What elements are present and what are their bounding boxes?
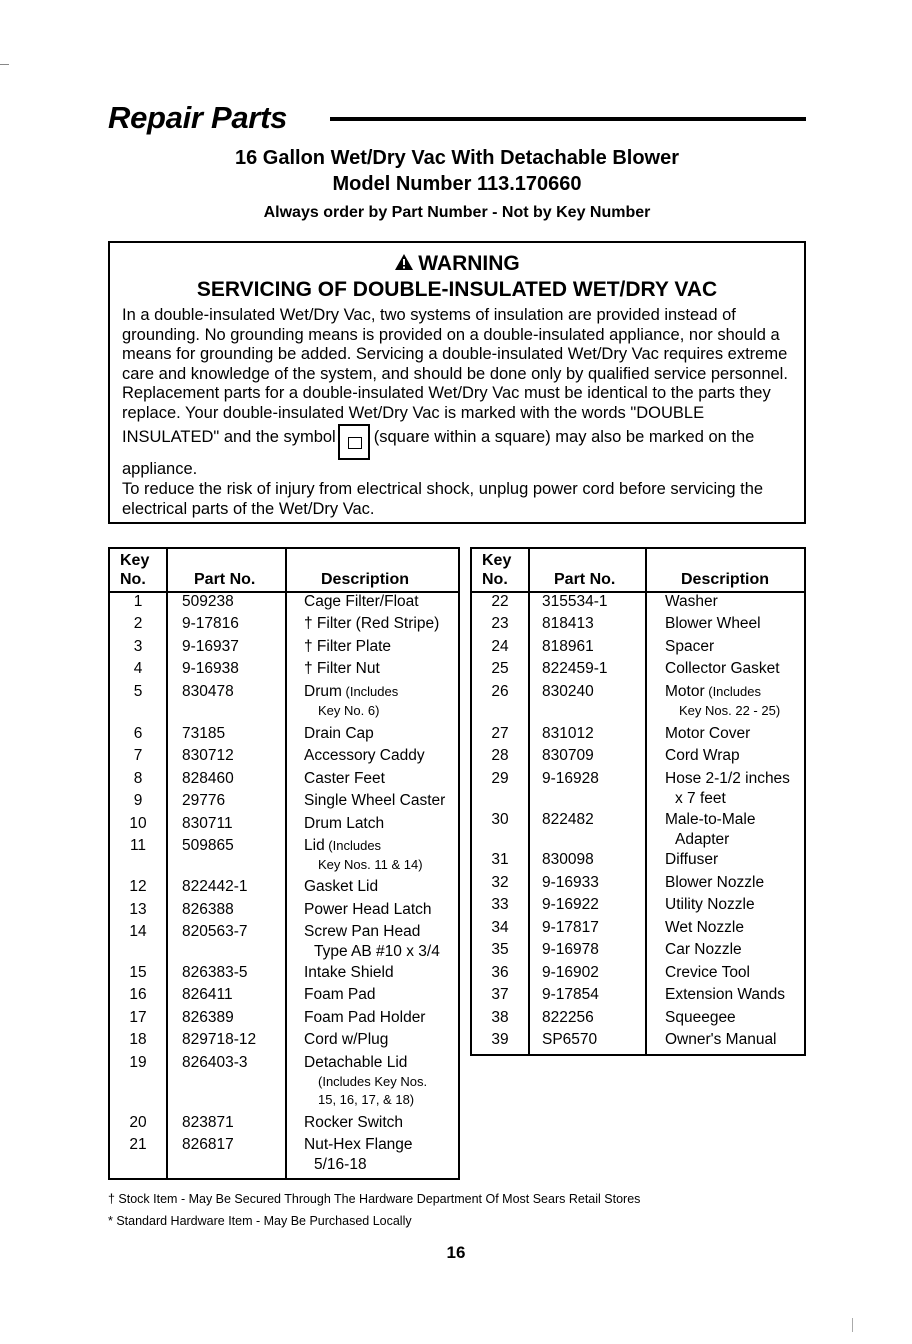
part-number: 822482 bbox=[542, 811, 594, 828]
warning-heading bbox=[110, 252, 804, 276]
part-description bbox=[665, 809, 755, 849]
part-number: 830709 bbox=[542, 747, 594, 764]
description-text: Cord w/Plug bbox=[304, 1031, 389, 1048]
part-description bbox=[665, 962, 750, 983]
col-header-key-line1: Key bbox=[120, 552, 150, 569]
warning-paragraph bbox=[122, 306, 802, 479]
part-number: 509865 bbox=[182, 837, 234, 854]
part-description bbox=[304, 681, 398, 720]
part-number: 9-17817 bbox=[542, 919, 599, 936]
key-number: 33 bbox=[491, 896, 509, 913]
part-number: 9-16978 bbox=[542, 941, 599, 958]
key-number: 14 bbox=[129, 923, 147, 940]
page-header bbox=[108, 100, 806, 140]
warning-box bbox=[108, 241, 806, 524]
description-text: Diffuser bbox=[665, 851, 719, 868]
parts-table-right bbox=[470, 547, 806, 1056]
part-number: 826403-3 bbox=[182, 1054, 248, 1071]
part-number: 831012 bbox=[542, 725, 594, 742]
warning-text: (square within a square) may also be marked on the appliance. bbox=[122, 427, 755, 478]
col-header-description: Description bbox=[321, 571, 410, 588]
parts-table-left bbox=[108, 547, 460, 1180]
col-header-part-no: Part No. bbox=[554, 571, 616, 588]
key-number: 10 bbox=[129, 815, 147, 832]
part-number: 73185 bbox=[182, 725, 226, 742]
description-text: Caster Feet bbox=[304, 770, 385, 787]
part-number: 9-16928 bbox=[542, 770, 599, 787]
column-divider bbox=[645, 549, 647, 1054]
part-number: 830478 bbox=[182, 683, 234, 700]
key-number: 7 bbox=[133, 747, 143, 764]
description-note: Key No. 6) bbox=[318, 703, 380, 718]
description-note: (Includes bbox=[324, 838, 382, 853]
part-description bbox=[304, 962, 394, 983]
description-text-cont: 5/16-18 bbox=[314, 1156, 367, 1173]
part-number: 826388 bbox=[182, 901, 234, 918]
part-description bbox=[304, 1134, 413, 1174]
description-text: Intake Shield bbox=[304, 964, 394, 981]
col-header-key bbox=[120, 551, 149, 589]
description-text: Wet Nozzle bbox=[665, 919, 744, 936]
part-number: 826383-5 bbox=[182, 964, 248, 981]
part-description bbox=[304, 1052, 427, 1109]
description-text: Blower Nozzle bbox=[665, 874, 765, 891]
warning-body bbox=[122, 306, 802, 519]
part-number: 9-17854 bbox=[542, 986, 599, 1003]
warning-subheading: SERVICING OF DOUBLE-INSULATED WET/DRY VAC bbox=[196, 278, 718, 301]
description-text: Collector Gasket bbox=[665, 660, 780, 677]
col-header-part-no: Part No. bbox=[194, 571, 256, 588]
footnote-asterisk: * Standard Hardware Item - May Be Purchased Locally bbox=[108, 1214, 412, 1228]
part-description bbox=[304, 1112, 403, 1133]
key-number: 12 bbox=[129, 878, 147, 895]
footnotes bbox=[108, 1188, 640, 1232]
key-number: 4 bbox=[133, 660, 143, 677]
key-number: 21 bbox=[129, 1136, 147, 1153]
part-number: 829718-12 bbox=[182, 1031, 257, 1048]
part-description bbox=[665, 894, 755, 915]
description-note: Key Nos. 22 - 25) bbox=[679, 703, 781, 718]
warning-text: In a double-insulated Wet/Dry Vac, two systems of insulation are provided instead of grounding. No grounding means is provided on a double-insulated appliance, nor should a means for grounding be added. Servicing a double-insulated Wet/Dry Vac requires extreme care and knowledge of the system, and should be done only by qualified service personnel. Replacement parts for a double-insulated Wet/Dry Vac must be identical to the parts they replace. Your double-insulated Wet/Dry Vac is marked with the words "DOUBLE INSULATED" and the symbol bbox=[122, 306, 788, 446]
key-number: 15 bbox=[129, 964, 147, 981]
key-number: 30 bbox=[491, 811, 509, 828]
col-header-key-line2: No. bbox=[120, 571, 146, 588]
key-number: 32 bbox=[491, 874, 509, 891]
description-text: Cage Filter/Float bbox=[304, 593, 419, 610]
description-note: (Includes Key Nos. bbox=[318, 1074, 428, 1089]
description-text: Extension Wands bbox=[665, 986, 786, 1003]
col-header-key-line1: Key bbox=[482, 552, 512, 569]
column-divider bbox=[528, 549, 530, 1054]
part-number: 820563-7 bbox=[182, 923, 248, 940]
description-text: † Filter Plate bbox=[304, 638, 392, 655]
part-number: 9-16938 bbox=[182, 660, 239, 677]
part-description bbox=[304, 790, 445, 811]
part-description bbox=[304, 658, 380, 679]
part-number: 822442-1 bbox=[182, 878, 248, 895]
part-description bbox=[304, 723, 374, 744]
key-number: 20 bbox=[129, 1114, 147, 1131]
part-number: 29776 bbox=[182, 792, 226, 809]
ordering-instruction: Always order by Part Number - Not by Key Number bbox=[263, 204, 651, 221]
description-text: Drain Cap bbox=[304, 725, 374, 742]
description-text: Screw Pan Head bbox=[304, 923, 421, 940]
key-number: 18 bbox=[129, 1031, 147, 1048]
key-number: 38 bbox=[491, 1009, 509, 1026]
description-text: Male-to-Male bbox=[665, 811, 756, 828]
key-number: 36 bbox=[491, 964, 509, 981]
key-number: 26 bbox=[491, 683, 509, 700]
description-text: Crevice Tool bbox=[665, 964, 751, 981]
key-number: 17 bbox=[129, 1009, 147, 1026]
part-description bbox=[665, 613, 761, 634]
key-number: 24 bbox=[491, 638, 509, 655]
part-description bbox=[665, 849, 718, 870]
title-rule bbox=[330, 117, 806, 121]
part-number: 818413 bbox=[542, 615, 594, 632]
warning-paragraph: To reduce the risk of injury from electrical shock, unplug power cord before servicing the electrical parts of the Wet/Dry Vac. bbox=[122, 480, 764, 518]
column-divider bbox=[166, 549, 168, 1178]
description-text: Rocker Switch bbox=[304, 1114, 404, 1131]
part-number: 822256 bbox=[542, 1009, 594, 1026]
key-number: 35 bbox=[491, 941, 509, 958]
description-text-cont: Type AB #10 x 3/4 bbox=[314, 943, 440, 960]
part-description bbox=[304, 835, 423, 874]
description-text-cont: x 7 feet bbox=[675, 790, 726, 807]
description-text: Squeegee bbox=[665, 1009, 736, 1026]
part-description bbox=[304, 636, 391, 657]
description-text: Power Head Latch bbox=[304, 901, 432, 918]
page-number: 16 bbox=[446, 1243, 466, 1262]
key-number: 9 bbox=[133, 792, 143, 809]
key-number: 1 bbox=[133, 593, 143, 610]
description-text: † Filter Nut bbox=[304, 660, 380, 677]
key-number: 2 bbox=[133, 615, 143, 632]
part-number: 830712 bbox=[182, 747, 234, 764]
part-number: 823871 bbox=[182, 1114, 234, 1131]
description-text: Foam Pad Holder bbox=[304, 1009, 426, 1026]
description-text: Hose 2-1/2 inches bbox=[665, 770, 790, 787]
column-divider bbox=[285, 549, 287, 1178]
key-number: 31 bbox=[491, 851, 509, 868]
description-text: Drum bbox=[304, 683, 342, 700]
part-number: 826411 bbox=[182, 986, 233, 1003]
part-description bbox=[304, 1007, 425, 1028]
key-number: 23 bbox=[491, 615, 509, 632]
col-header-key bbox=[482, 551, 511, 589]
description-text: Motor bbox=[665, 683, 705, 700]
description-text: Motor Cover bbox=[665, 725, 751, 742]
part-description bbox=[665, 768, 790, 808]
key-number: 29 bbox=[491, 770, 509, 787]
scan-edge-mark bbox=[852, 1318, 853, 1332]
description-text: Spacer bbox=[665, 638, 715, 655]
part-description bbox=[304, 921, 440, 961]
description-text: Foam Pad bbox=[304, 986, 376, 1003]
part-number: 9-17816 bbox=[182, 615, 239, 632]
description-note: (Includes bbox=[704, 684, 761, 699]
description-text: Gasket Lid bbox=[304, 878, 379, 895]
description-text: Single Wheel Caster bbox=[304, 792, 446, 809]
part-number: 9-16902 bbox=[542, 964, 599, 981]
part-description bbox=[665, 1029, 777, 1050]
part-description bbox=[304, 1029, 388, 1050]
description-text: Nut-Hex Flange bbox=[304, 1136, 413, 1153]
part-description bbox=[665, 745, 740, 766]
description-text: Cord Wrap bbox=[665, 747, 740, 764]
part-number: 828460 bbox=[182, 770, 234, 787]
part-number: 9-16933 bbox=[542, 874, 599, 891]
part-number: 9-16937 bbox=[182, 638, 239, 655]
description-text: Washer bbox=[665, 593, 718, 610]
page-title: Repair Parts bbox=[108, 100, 288, 135]
part-number: SP6570 bbox=[542, 1031, 598, 1048]
part-description bbox=[304, 768, 385, 789]
description-text-cont: Adapter bbox=[675, 831, 730, 848]
part-description bbox=[665, 723, 750, 744]
scan-edge-mark bbox=[0, 64, 9, 65]
part-number: 315534-1 bbox=[542, 593, 608, 610]
model-number: Model Number 113.170660 bbox=[332, 173, 582, 195]
col-header-description: Description bbox=[681, 571, 770, 588]
part-description bbox=[304, 813, 384, 834]
part-description bbox=[665, 1007, 736, 1028]
part-description bbox=[304, 876, 378, 897]
warning-triangle-icon bbox=[394, 253, 414, 271]
part-description bbox=[304, 745, 425, 766]
part-number: 822459-1 bbox=[542, 660, 608, 677]
part-description bbox=[304, 591, 419, 612]
part-number: 826817 bbox=[182, 1136, 234, 1153]
product-subtitle: 16 Gallon Wet/Dry Vac With Detachable Blower bbox=[234, 147, 680, 169]
description-note: 15, 16, 17, & 18) bbox=[318, 1092, 415, 1107]
col-header-key-line2: No. bbox=[482, 571, 508, 588]
part-description bbox=[665, 636, 714, 657]
description-text: Utility Nozzle bbox=[665, 896, 755, 913]
key-number: 39 bbox=[491, 1031, 509, 1048]
description-note: (Includes bbox=[341, 684, 399, 699]
key-number: 27 bbox=[491, 725, 509, 742]
description-text: † Filter (Red Stripe) bbox=[304, 615, 440, 632]
key-number: 25 bbox=[491, 660, 509, 677]
description-text: Blower Wheel bbox=[665, 615, 761, 632]
description-text: Car Nozzle bbox=[665, 941, 742, 958]
part-description bbox=[665, 681, 780, 720]
key-number: 6 bbox=[133, 725, 143, 742]
description-note: Key Nos. 11 & 14) bbox=[318, 857, 423, 872]
description-text: Detachable Lid bbox=[304, 1054, 408, 1071]
key-number: 13 bbox=[129, 901, 147, 918]
key-number: 19 bbox=[129, 1054, 147, 1071]
warning-title: WARNING bbox=[418, 252, 520, 275]
description-text: Owner's Manual bbox=[665, 1031, 777, 1048]
key-number: 22 bbox=[491, 593, 509, 610]
description-text: Lid bbox=[304, 837, 325, 854]
key-number: 34 bbox=[491, 919, 509, 936]
double-insulated-symbol-icon bbox=[338, 424, 370, 460]
part-description bbox=[304, 899, 432, 920]
part-description bbox=[304, 984, 376, 1005]
part-description bbox=[665, 658, 780, 679]
part-description bbox=[665, 939, 742, 960]
key-number: 16 bbox=[129, 986, 147, 1003]
description-text: Accessory Caddy bbox=[304, 747, 425, 764]
part-description bbox=[665, 984, 785, 1005]
footnote-dagger: † Stock Item - May Be Secured Through The Hardware Department Of Most Sears Retail Stores bbox=[108, 1192, 641, 1206]
part-number: 818961 bbox=[542, 638, 594, 655]
part-description bbox=[304, 613, 439, 634]
part-description bbox=[665, 872, 764, 893]
key-number: 5 bbox=[133, 683, 143, 700]
key-number: 28 bbox=[491, 747, 509, 764]
part-number: 509238 bbox=[182, 593, 234, 610]
part-number: 830098 bbox=[542, 851, 594, 868]
part-number: 830711 bbox=[182, 815, 233, 832]
part-description bbox=[665, 917, 744, 938]
key-number: 8 bbox=[133, 770, 143, 787]
part-description bbox=[665, 591, 718, 612]
part-number: 826389 bbox=[182, 1009, 234, 1026]
part-number: 9-16922 bbox=[542, 896, 599, 913]
key-number: 37 bbox=[491, 986, 509, 1003]
description-text: Drum Latch bbox=[304, 815, 385, 832]
key-number: 3 bbox=[133, 638, 143, 655]
key-number: 11 bbox=[129, 837, 147, 854]
part-number: 830240 bbox=[542, 683, 594, 700]
